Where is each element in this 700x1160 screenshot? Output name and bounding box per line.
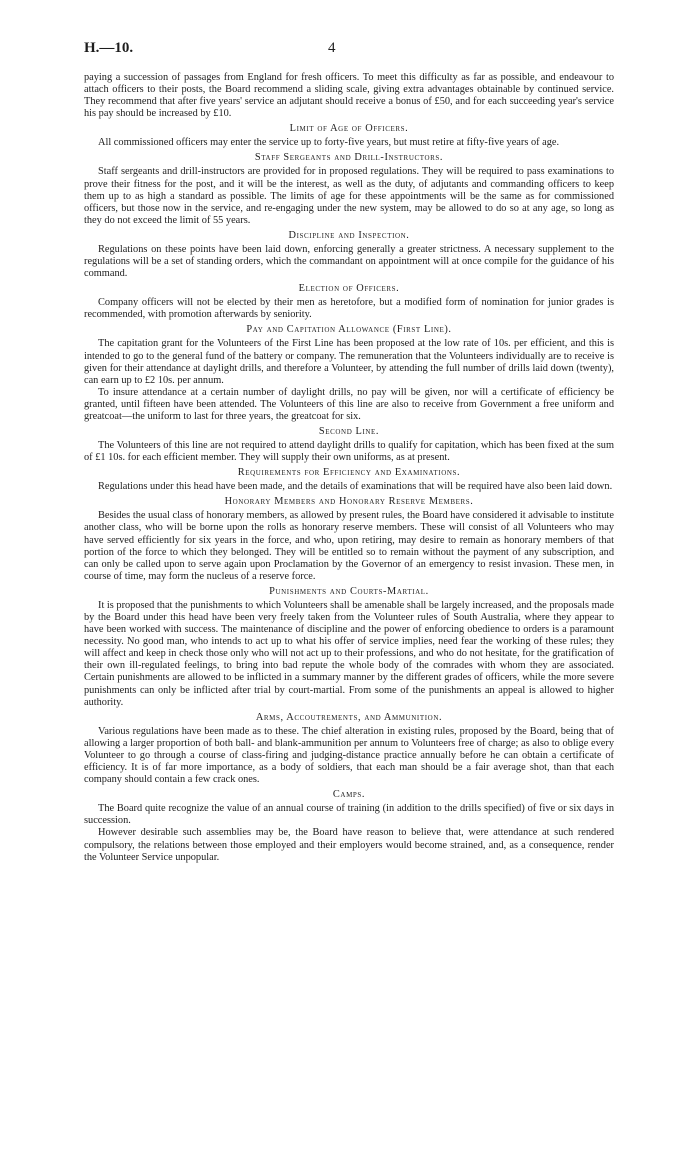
page-number: 4 [328,40,336,56]
section-heading: Honorary Members and Honorary Reserve Members. [224,496,474,508]
paragraph: Various regulations have been made as to these. The chief alteration in existing rules, proposed by the Board, being that of allowing a larger proportion of both ball- and blank-ammunition per annum to Volunteers free of charge; as also to oblige every Volunteer to go through a course of class-firing and judging-distance practice annually before he can obtain a certificate of efficiency. It is of far more importance, as a body of soldiers, that each man should be a fair average shot, than that each company should contain a few crack ones. [84,725,614,786]
document-page [84,40,614,864]
paragraph: It is proposed that the punishments to which Volunteers shall be amenable shall be largely increased, and the proposals made by the Board under this head have been very freely taken from the Volunteer rules of South Australia, where they appear to have been worked with success. The maintenance of discipline and the power of enforcing obedience to orders is a paramount necessity. No good man, who intends to act up to what his offer of service implies, need fear the working of these rules; they will affect and keep in check those only who will not act up to their professions, and who do not hesitate, for the gratification of their own ill-regulated feelings, to bring into bad repute the whole body of the comrades with whom they are associated. Certain punishments are allowed to be inflicted in a summary manner by the different grades of officers, while the more severe punishments can only be inflicted after trial by court-martial. From some of the punishments an appeal is allowed to higher authority. [84,599,614,708]
section-heading: Discipline and Inspection. [288,229,410,241]
paragraph: To insure attendance at a certain number of daylight drills, no pay will be given, nor will a certificate of efficiency be granted, until fifteen have been attended. The Volunteers of this line are also to receive from Government a free uniform and greatcoat—the uniform to last for three years, the greatcoat for six. [84,386,614,422]
paragraph: However desirable such assemblies may be, the Board have reason to believe that, were attendance at such rendered compulsory, the relations between those employed and their employers would become strained, and, as a consequence, render the Volunteer Service unpopular. [84,827,614,863]
paragraph: Regulations under this head have been made, and the details of examinations that will be required have also been laid down. [98,481,613,493]
paragraph: paying a succession of passages from England for fresh officers. To meet this difficulty as far as possible, and endeavour to attach officers to their posts, the Board recommend a sliding scale, giving extra advantages obtainable by continued service. They recommend that after five years' service an adjutant should receive a bonus of £50, and for each succeeding year's service his pay should be increased by £10. [84,72,614,120]
section-heading: Pay and Capitation Allowance (First Line). [246,324,452,336]
section-heading: Limit of Age of Officers. [289,123,409,135]
section-heading: Staff Sergeants and Drill-Instructors. [254,152,444,164]
paragraph: Staff sergeants and drill-instructors are provided for in proposed regulations. They will be required to pass examinations to prove their fitness for the post, and it will be the interest, as well as the duty, of adjutants and commanding officers to keep them up to as high a standard as possible. The limits of age for these appointments will be the same as for commissioned officers, but those now in the service, and re-engaging under the new system, may be allowed to do so at any age, so long as they do not exceed the limit of 55 years. [84,166,614,226]
paragraph: The Board quite recognize the value of an annual course of training (in addition to the drills specified) of five or six days in succession. [84,803,614,827]
section-heading: Camps. [332,789,366,801]
section-heading: Requirements for Efficiency and Examinations. [237,467,461,479]
document-body [84,72,614,864]
section-heading: Arms, Accoutrements, and Ammunition. [255,711,443,723]
page-header [84,40,614,60]
paragraph: Company officers will not be elected by their men as heretofore, but a modified form of nomination for junior grades is recommended, with promotion afterwards by seniority. [84,297,614,321]
paragraph: The capitation grant for the Volunteers of the First Line has been proposed at the low rate of 10s. per efficient, and this is intended to go to the general fund of the battery or company. The remuneration that the Volunteers individually are to receive is given for their attendance at daylight drills, and therefore a Volunteer, by attending the full number of drills laid down (twenty), can earn up to £2 10s. per annum. [84,338,614,386]
section-heading: Election of Officers. [298,283,400,295]
paragraph: The Volunteers of this line are not required to attend daylight drills to qualify for capitation, which has been fixed at the sum of £1 10s. for each efficient member. They will supply their own uniforms, as at present. [84,440,614,464]
paragraph: All commissioned officers may enter the service up to forty-five years, but must retire at fifty-five years of age. [98,137,560,149]
paragraph: Besides the usual class of honorary members, as allowed by present rules, the Board have considered it advisable to institute another class, who will be borne upon the rolls as honorary reserve members. These will consist of all Volunteers who may have served efficiently for six years in the force, and who, upon retiring, may desire to remain as honorary members of that portion of the force to which they belonged. They will be entitled so to remain without the payment of any subscription, and can only be called upon to serve again upon Proclamation by the Governor of an emergency to resist invasion. These men, in course of time, may form the nucleus of a reserve force. [84,510,614,582]
section-heading: Second Line. [318,426,380,438]
section-heading: Punishments and Courts-Martial. [269,585,429,597]
report-reference: H.—10. [84,40,134,56]
paragraph: Regulations on these points have been laid down, enforcing generally a greater strictness. A necessary supplement to the regulations will be a set of standing orders, which the commandant on appointment will at once compile for the guidance of his command. [84,243,614,280]
